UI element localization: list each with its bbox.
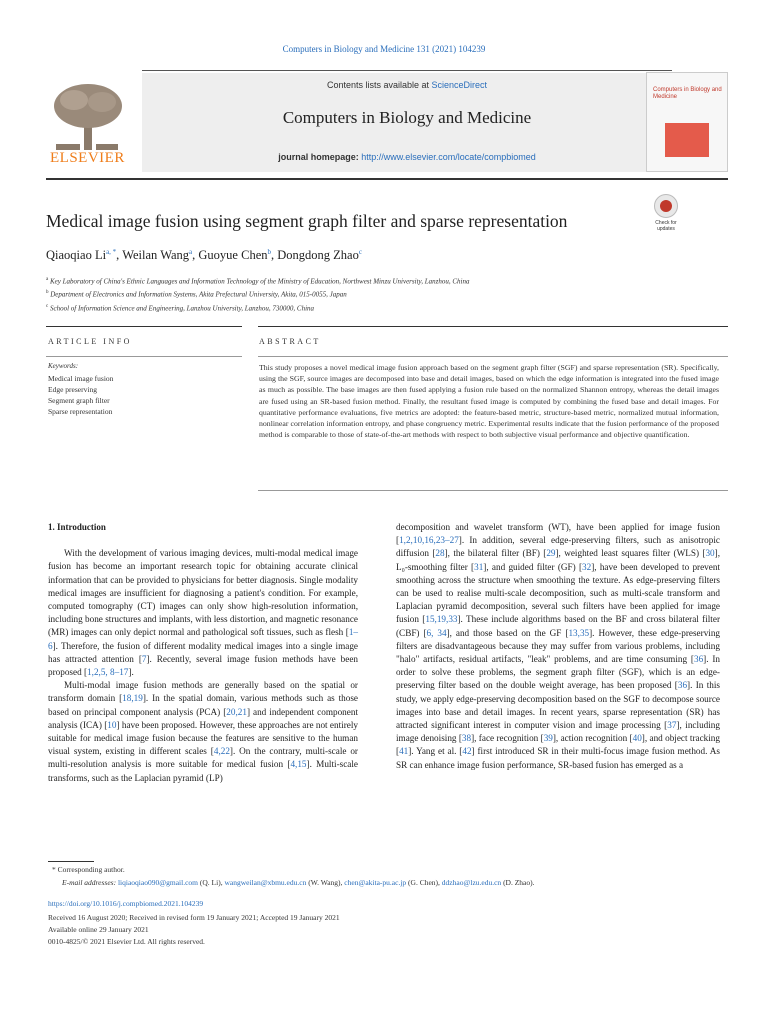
doi-link[interactable]: https://doi.org/10.1016/j.compbiomed.2021.104239: [48, 899, 204, 908]
affiliation-marker: a: [46, 277, 49, 282]
journal-cover-thumbnail[interactable]: [646, 72, 728, 172]
body-text-run: decomposition and wavelet transform (WT), have been applied for image fusion [: [396, 522, 720, 546]
body-text-run: ]. Recently, several image fusion methods have been proposed [: [48, 653, 358, 678]
masthead-rule: [142, 70, 672, 71]
abstract-text: This study proposes a novel medical image fusion approach based on the segment graph filter (SGF) and sparse representation (SR). Specifically, using the SGF, source images are decomposed into base and detail images, based on which the edge information is integrated into the fused image as much as possible. The base images are then fused applying a fusion rule based on the normalized Shannon entropy, whereas the detail images are fused using an SR-based fusion method. Finally, the resultant fused image is computed by combining the fused base and detail images. For quantitative performance evaluations, five metrics are adopted: the feature-based metric, structure-based metric, normalized mutual information, nonlinear correlation information entropy, and phase congruency metric. Experimental results indicate that the fusion performance of the proposed method is comparable to those of state-of-the-art methods with respect to both subjective visual performance and objective quantification.: [259, 363, 719, 440]
article-title: Medical image fusion using segment graph filter and sparse representation: [46, 211, 568, 231]
crossmark-icon: [654, 194, 678, 218]
body-text-run: ] first introduced SR in their multi-focus image fusion method. As SR can enhance image fusion performance, SR-based fusion has emerged as a: [396, 746, 720, 770]
author-affiliation-marker[interactable]: b: [267, 248, 271, 256]
body-text-run: ] and independent component analysis (ICA) [: [48, 706, 358, 730]
body-text-run: ], action recognition [: [552, 733, 633, 744]
author-name[interactable]: Weilan Wang: [122, 248, 190, 263]
keywords-list: [48, 373, 113, 417]
body-text-run: ], weighted least squares filter (WLS) [: [555, 548, 706, 559]
email-link[interactable]: ddzhao@lzu.edu.cn: [441, 878, 502, 887]
citation-link[interactable]: 4,15: [290, 759, 307, 770]
abstract-mid-rule: [258, 356, 728, 357]
citation-link[interactable]: 38: [461, 733, 472, 744]
body-text-run: ]. However, these edge-preserving filters are disadvantageous because they may suffer from various problems, including "halo" artifacts, residual artifacts, "leak" problems, and are time consuming [: [396, 627, 721, 665]
author-name[interactable]: Qiaoqiao Li: [46, 248, 107, 263]
body-text-run: ]. Therefore, the fusion of different modality medical images into a single image has attracted attention [: [48, 640, 358, 664]
citation-link[interactable]: 15,19,33: [425, 614, 458, 625]
abstract-bottom-rule: [258, 490, 728, 491]
author-name[interactable]: Dongdong Zhao: [277, 248, 359, 263]
journal-citation-header[interactable]: Computers in Biology and Medicine 131 (2021) 104239: [282, 44, 486, 54]
check-updates-label: Check for updates: [655, 220, 677, 232]
citation-link[interactable]: 37: [667, 720, 677, 731]
contents-prefix: Contents lists available at: [326, 80, 432, 90]
citation-link[interactable]: 32: [582, 561, 592, 572]
body-text-run: Multi-modal image fusion methods are generally based on the spatial or transform domain [: [48, 680, 358, 704]
masthead-bottom-rule: [46, 178, 728, 180]
journal-masthead: [46, 70, 728, 174]
affiliation-list: [46, 274, 686, 314]
online-date: Available online 29 January 2021: [48, 925, 149, 934]
body-text-run: ].: [128, 667, 134, 678]
homepage-label: journal homepage:: [278, 152, 362, 162]
citation-link[interactable]: 41: [399, 746, 409, 757]
body-text-run: ], L₀-smoothing filter [: [396, 548, 720, 572]
section-heading: 1. Introduction: [48, 522, 106, 532]
body-text-run: ], face recognition [: [471, 733, 544, 744]
footnote-rule: [48, 861, 94, 862]
author-list: [46, 248, 646, 263]
body-text-run: ]. In addition, several edge-preserving filters, such as anisotropic diffusion [: [396, 535, 720, 559]
corresponding-author-note: * Corresponding author.: [52, 865, 125, 874]
body-text-run: ]. In the spatial domain, various methods such as those based on principal component analysis (PCA) [: [48, 693, 359, 717]
affiliation-item: [46, 287, 686, 300]
body-text-run: ]. Multi-scale transforms, such as the Laplacian pyramid (LP): [48, 759, 358, 783]
affiliation-text: Key Laboratory of China's Ethnic Languages and Information Technology of the Ministry of Education, Northwest Minzu University, Lanzhou, China: [49, 277, 470, 286]
citation-link[interactable]: 39: [543, 733, 553, 744]
citation-link[interactable]: 36: [677, 680, 688, 691]
article-info-heading: ARTICLE INFO: [48, 337, 132, 346]
copyright-line: 0010-4825/© 2021 Elsevier Ltd. All rights reserved.: [48, 937, 205, 946]
check-for-updates-badge[interactable]: [646, 194, 686, 236]
contents-availability: [142, 80, 672, 90]
body-column-right: [396, 521, 720, 772]
keyword-item[interactable]: Edge preserving: [48, 385, 97, 394]
email-owner: (Q. Li),: [198, 878, 225, 887]
citation-link[interactable]: 13,35: [568, 627, 590, 638]
affiliation-item: [46, 274, 686, 287]
citation-link[interactable]: 20,21: [226, 706, 247, 717]
email-owner: (G. Chen),: [406, 878, 442, 887]
citation-link[interactable]: 7: [141, 653, 147, 664]
body-text-run: ], have been developed to prevent smoothing across the structure when smoothing the texture. As edge-preserving filters can be used to realise multi-scale decomposition, such as multi-scale transform and Laplacian pyramid decomposition, several such filters have been applied for image fusion [: [396, 561, 720, 625]
received-dates: Received 16 August 2020; Received in revised form 19 January 2021; Accepted 19 January 2021: [48, 913, 340, 922]
keyword-item[interactable]: Sparse representation: [48, 407, 113, 416]
author-separator: ,: [271, 248, 278, 263]
cover-title: Computers in Biology and Medicine: [653, 87, 722, 100]
keyword-item[interactable]: Segment graph filter: [48, 396, 110, 405]
body-paragraph: [396, 521, 720, 772]
citation-link[interactable]: 36: [693, 654, 704, 665]
keyword-item[interactable]: Medical image fusion: [48, 374, 114, 383]
body-text-run: ]. In order to solve these problems, the segment graph filter (SGF), which is an edge-preserving filter based on the double weight average, has been proposed [: [396, 654, 720, 691]
body-paragraph: [48, 679, 358, 785]
homepage-link[interactable]: http://www.elsevier.com/locate/compbiomed: [361, 152, 536, 162]
journal-name: Computers in Biology and Medicine: [282, 108, 532, 127]
citation-link[interactable]: 1,2,10,16,23–27: [399, 535, 459, 546]
email-owner: (W. Wang),: [306, 878, 345, 887]
body-text-run: ], the bilateral filter (BF) [: [444, 548, 547, 559]
email-addresses: [62, 878, 732, 887]
author-separator: ,: [192, 248, 199, 263]
citation-link[interactable]: 4,22: [213, 746, 230, 757]
affiliation-marker: b: [46, 290, 49, 296]
citation-link[interactable]: 6, 34: [426, 627, 447, 638]
email-link[interactable]: chen@akita-pu.ac.jp: [344, 878, 407, 887]
body-text-run: ], and those based on the GF [: [446, 627, 569, 638]
citation-link[interactable]: 1,2,5, 8–17: [87, 667, 129, 678]
affiliation-text: School of Information Science and Engineering, Lanzhou University, Lanzhou, 730000, China: [49, 303, 315, 312]
body-text-run: ]. Yang et al. [: [408, 746, 463, 757]
sciencedirect-link[interactable]: ScienceDirect: [431, 80, 488, 90]
email-label: E-mail addresses:: [62, 878, 118, 887]
keywords-label: Keywords:: [48, 362, 79, 370]
citation-link[interactable]: 29: [546, 548, 556, 559]
affiliation-text: Department of Electronics and Information Systems, Akita Prefectural University, Akita, 015-0055, Japan: [50, 290, 347, 299]
publisher-name: ELSEVIER: [50, 150, 125, 166]
abstract-heading: ABSTRACT: [259, 337, 321, 346]
citation-link[interactable]: 10: [107, 719, 117, 730]
body-text-run: ]. In this study, we apply edge-preserving decomposition based on the SGF to decompose source images into base and detail images. In recent years, sparse representation (SR) has attracted significant interest in computer vision and image processing [: [396, 680, 720, 731]
body-text-run: ] have been proposed. However, these approaches are not entirely suitable for medical image fusion because the features are sensitive to the human visual system, existing in different scales [: [48, 719, 358, 757]
body-text-run: ]. These include algorithms based on the BF and cross bilateral filter (CBF) [: [396, 614, 721, 638]
email-owner: (D. Zhao).: [501, 878, 535, 887]
abstract-top-rule: [258, 326, 728, 327]
citation-link[interactable]: 40: [632, 733, 642, 744]
body-column-left: [48, 521, 358, 785]
body-text-run: With the development of various imaging devices, multi-modal medical image fusion has become an important research topic for obtaining accurate clinical information that can be provided to physicians for better diagnosis. Single modality medical images are insufficient for diagnosing a patient's condition. For example, computed tomography (CT) images can only show high-resolution information, including bone structures and implants, with less distortion, and magnetic resonance (MR) images can only depict normal and pathological soft tissues, such as flesh [: [48, 548, 358, 638]
author-affiliation-marker[interactable]: a, *: [106, 248, 117, 256]
affiliation-marker: c: [46, 303, 49, 309]
email-link[interactable]: wangweilan@xbmu.edu.cn: [224, 878, 307, 887]
citation-link[interactable]: 28: [435, 548, 445, 559]
author-name[interactable]: Guoyue Chen: [198, 248, 268, 263]
body-text-run: ]. On the contrary, multi-scale or multi-resolution analysis is more suitable for medical fusion [: [48, 746, 358, 770]
citation-link[interactable]: 31: [474, 561, 484, 572]
info-mid-rule: [46, 356, 242, 357]
affiliation-item: [46, 301, 686, 314]
citation-link[interactable]: 18,19: [122, 693, 143, 704]
author-separator: ,: [116, 248, 123, 263]
body-paragraph: [48, 547, 358, 679]
body-text-run: ], including image denoising [: [396, 720, 720, 744]
author-affiliation-marker[interactable]: c: [358, 248, 362, 256]
citation-link[interactable]: 1–6: [48, 627, 358, 651]
citation-link[interactable]: 30: [705, 548, 715, 559]
body-text-run: ], and guided filter (GF) [: [483, 561, 583, 572]
author-affiliation-marker[interactable]: a: [189, 248, 193, 256]
info-top-rule: [46, 326, 242, 327]
body-text-run: ], and object tracking [: [396, 733, 720, 757]
email-link[interactable]: liqiaoqiao090@gmail.com: [117, 878, 198, 887]
journal-homepage: [142, 152, 672, 162]
citation-link[interactable]: 42: [462, 746, 472, 757]
cover-image: [665, 123, 709, 157]
